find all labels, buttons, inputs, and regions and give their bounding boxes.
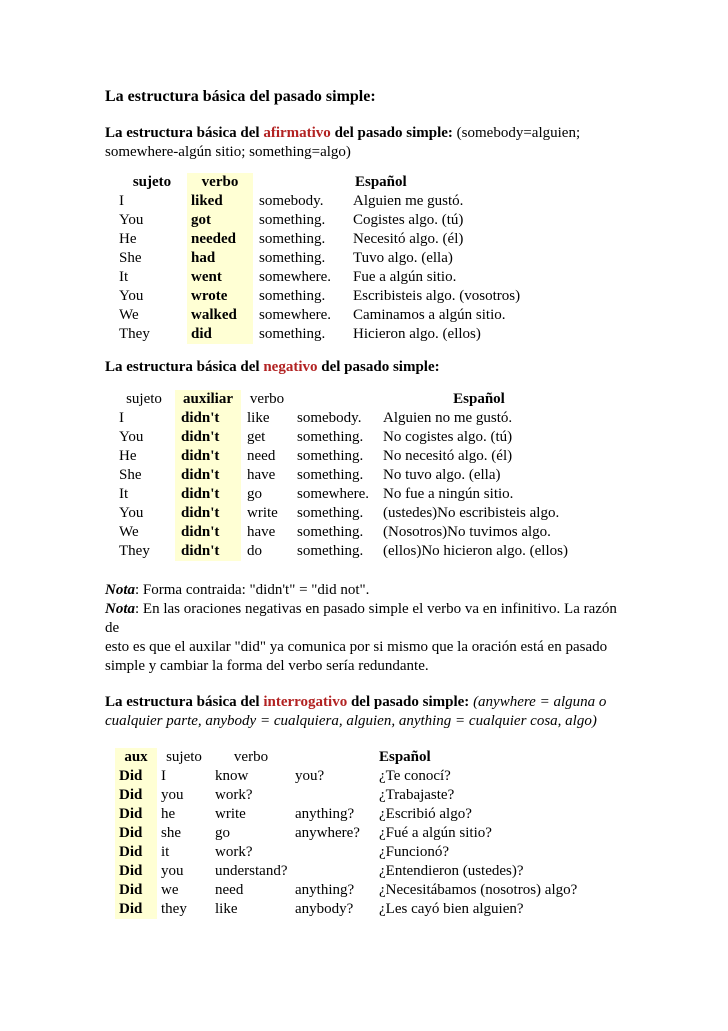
cell-verb: go	[215, 825, 230, 841]
cell-verb: need	[247, 448, 276, 464]
affirmative-title-note: (somebody=alguien;	[452, 125, 581, 141]
cell-spanish: No fue a ningún sitio.	[383, 486, 514, 502]
cell-spanish: Escribisteis algo. (vosotros)	[353, 288, 521, 304]
affirmative-title-suffix: del pasado simple:	[330, 125, 453, 141]
negative-title	[105, 358, 625, 377]
cell-aux: didn't	[175, 542, 241, 561]
table-row	[115, 881, 599, 900]
cell-spanish: Caminamos a algún sitio.	[353, 307, 506, 323]
table-row	[117, 325, 547, 344]
cell-complement	[291, 862, 379, 881]
cell-verb: liked	[187, 192, 253, 211]
note-2-text-1: : En las oraciones negativas en pasado simple el verbo va en infinitivo. La razón de	[105, 601, 617, 636]
cell-complement: something.	[297, 543, 364, 559]
cell-aux: Did	[115, 767, 157, 786]
table-row	[117, 249, 547, 268]
cell-subject: you	[161, 863, 184, 879]
cell-spanish: ¿Les cayó bien alguien?	[379, 901, 524, 917]
cell-spanish: Tuvo algo. (ella)	[353, 250, 453, 266]
cell-subject: we	[161, 882, 179, 898]
cell-spanish: Necesitó algo. (él)	[353, 231, 464, 247]
note-1	[105, 581, 625, 600]
note-label: Nota	[105, 601, 135, 617]
cell-subject: They	[119, 543, 150, 559]
cell-subject: he	[161, 806, 176, 822]
cell-spanish: Fue a algún sitio.	[353, 269, 457, 285]
cell-verb: write	[247, 505, 278, 521]
cell-spanish: ¿Te conocí?	[379, 768, 451, 784]
cell-verb: get	[247, 429, 266, 445]
cell-complement: something.	[259, 250, 326, 266]
header-verb: verbo	[187, 173, 253, 192]
cell-complement: anything?	[295, 806, 355, 822]
cell-complement: something.	[297, 524, 364, 540]
cell-subject: You	[119, 288, 144, 304]
cell-subject: He	[119, 448, 137, 464]
negative-keyword: negativo	[263, 359, 318, 375]
table-row	[115, 805, 599, 824]
header-empty	[293, 390, 379, 409]
cell-verb: understand?	[215, 863, 288, 879]
cell-complement: somewhere.	[297, 486, 370, 502]
cell-subject: We	[119, 524, 139, 540]
cell-aux: Did	[115, 824, 157, 843]
affirmative-title-prefix: La estructura básica del	[105, 125, 264, 141]
cell-complement	[291, 786, 379, 805]
note-2-text-3: simple y cambiar la forma del verbo sería redundante.	[105, 658, 429, 674]
cell-verb: like	[215, 901, 238, 917]
negative-table	[113, 390, 579, 561]
interrogative-table	[115, 748, 599, 919]
cell-verb: have	[247, 524, 276, 540]
note-1-text: : Forma contraida: "didn't" = "did not".	[135, 582, 370, 598]
cell-complement: something.	[259, 231, 326, 247]
cell-subject: I	[119, 193, 124, 209]
note-label: Nota	[105, 582, 135, 598]
cell-subject: You	[119, 212, 144, 228]
interrogative-title-suffix: del pasado simple:	[347, 694, 470, 710]
table-row	[117, 192, 547, 211]
cell-complement	[291, 843, 379, 862]
header-subject: sujeto	[126, 391, 162, 407]
cell-spanish: ¿Escribió algo?	[379, 806, 472, 822]
header-empty	[253, 173, 347, 192]
cell-aux: didn't	[175, 504, 241, 523]
table-row	[117, 306, 547, 325]
cell-aux: Did	[115, 862, 157, 881]
cell-subject: she	[161, 825, 181, 841]
cell-subject: She	[119, 467, 142, 483]
cell-complement: somebody.	[297, 410, 362, 426]
table-row	[117, 211, 547, 230]
cell-subject: I	[119, 410, 124, 426]
cell-verb: went	[187, 268, 253, 287]
cell-spanish: ¿Funcionó?	[379, 844, 449, 860]
cell-verb: write	[215, 806, 246, 822]
cell-complement: somewhere.	[259, 269, 332, 285]
cell-complement: something.	[259, 288, 326, 304]
table-row	[113, 447, 579, 466]
cell-subject: She	[119, 250, 142, 266]
cell-complement: something.	[297, 467, 364, 483]
cell-subject: you	[161, 787, 184, 803]
table-row	[115, 900, 599, 919]
interrogative-title-prefix: La estructura básica del	[105, 694, 264, 710]
table-row	[113, 504, 579, 523]
cell-spanish: No cogistes algo. (tú)	[383, 429, 513, 445]
table-row	[113, 542, 579, 561]
page-title: La estructura básica del pasado simple:	[105, 88, 376, 105]
table-header-row	[115, 748, 599, 767]
cell-verb: do	[247, 543, 262, 559]
cell-spanish: ¿Trabajaste?	[379, 787, 455, 803]
cell-subject: They	[119, 326, 150, 342]
table-row	[113, 428, 579, 447]
cell-complement: somebody.	[259, 193, 324, 209]
table-row	[115, 843, 599, 862]
note-2-text-2: esto es que el auxilar "did" ya comunica por si mismo que la oración está en pasado	[105, 639, 608, 655]
cell-verb: work?	[215, 844, 253, 860]
affirmative-title	[105, 124, 625, 162]
table-row	[113, 523, 579, 542]
cell-aux: didn't	[175, 428, 241, 447]
header-spanish: Español	[355, 174, 407, 190]
cell-aux: Did	[115, 881, 157, 900]
cell-verb: wrote	[187, 287, 253, 306]
affirmative-title-note-2: somewhere-algún sitio; something=algo)	[105, 144, 351, 160]
table-row	[113, 409, 579, 428]
interrogative-title-note-2: cualquier parte, anybody = cualquiera, alguien, anything = cualquier cosa, algo)	[105, 713, 597, 729]
cell-verb: know	[215, 768, 249, 784]
cell-complement: something.	[297, 429, 364, 445]
header-empty	[291, 748, 379, 767]
cell-spanish: ¿Entendieron (ustedes)?	[379, 863, 524, 879]
cell-subject: I	[161, 768, 166, 784]
cell-aux: didn't	[175, 466, 241, 485]
cell-spanish: ¿Necesitábamos (nosotros) algo?	[379, 882, 578, 898]
table-row	[115, 862, 599, 881]
cell-aux: didn't	[175, 523, 241, 542]
cell-spanish: Cogistes algo. (tú)	[353, 212, 464, 228]
interrogative-title-note: (anywhere = alguna o	[469, 694, 607, 710]
cell-complement: something.	[297, 505, 364, 521]
cell-aux: didn't	[175, 447, 241, 466]
table-header-row	[113, 390, 579, 409]
note-2	[105, 600, 625, 676]
cell-subject: it	[161, 844, 170, 860]
cell-verb: need	[215, 882, 244, 898]
cell-spanish: Alguien no me gustó.	[383, 410, 513, 426]
cell-verb: like	[247, 410, 270, 426]
cell-subject: they	[161, 901, 187, 917]
table-row	[113, 485, 579, 504]
cell-complement: something.	[259, 326, 326, 342]
table-header-row	[117, 173, 547, 192]
header-aux: auxiliar	[175, 390, 241, 409]
cell-spanish: No tuvo algo. (ella)	[383, 467, 501, 483]
cell-subject: You	[119, 505, 144, 521]
header-verb: verbo	[233, 749, 269, 765]
cell-aux: Did	[115, 786, 157, 805]
cell-subject: It	[119, 486, 129, 502]
cell-aux: Did	[115, 805, 157, 824]
header-spanish: Español	[379, 749, 431, 765]
cell-verb: needed	[187, 230, 253, 249]
cell-subject: It	[119, 269, 129, 285]
cell-complement: something.	[259, 212, 326, 228]
table-row	[115, 786, 599, 805]
cell-complement: anything?	[295, 882, 355, 898]
cell-aux: Did	[115, 900, 157, 919]
header-subject: sujeto	[132, 174, 172, 190]
table-row	[113, 466, 579, 485]
cell-aux: Did	[115, 843, 157, 862]
cell-spanish: No necesitó algo. (él)	[383, 448, 513, 464]
table-row	[117, 230, 547, 249]
cell-verb: go	[247, 486, 262, 502]
table-row	[115, 824, 599, 843]
cell-complement: something.	[297, 448, 364, 464]
table-row	[117, 268, 547, 287]
cell-spanish: Hicieron algo. (ellos)	[353, 326, 481, 342]
cell-verb: walked	[187, 306, 253, 325]
interrogative-keyword: interrogativo	[263, 694, 348, 710]
cell-verb: did	[187, 325, 253, 344]
cell-complement: you?	[295, 768, 325, 784]
cell-subject: He	[119, 231, 137, 247]
cell-complement: somewhere.	[259, 307, 332, 323]
cell-aux: didn't	[175, 409, 241, 428]
cell-spanish: Alguien me gustó.	[353, 193, 464, 209]
header-subject: sujeto	[166, 749, 202, 765]
affirmative-keyword: afirmativo	[263, 125, 331, 141]
table-row	[117, 287, 547, 306]
document-page	[105, 88, 625, 919]
cell-subject: You	[119, 429, 144, 445]
cell-complement: anywhere?	[295, 825, 360, 841]
cell-verb: had	[187, 249, 253, 268]
cell-verb: have	[247, 467, 276, 483]
cell-spanish: ¿Fué a algún sitio?	[379, 825, 492, 841]
cell-verb: work?	[215, 787, 253, 803]
table-row	[115, 767, 599, 786]
cell-aux: didn't	[175, 485, 241, 504]
negative-title-suffix: del pasado simple:	[317, 359, 440, 375]
interrogative-title	[105, 693, 625, 731]
cell-spanish: (ustedes)No escribisteis algo.	[383, 505, 560, 521]
header-aux: aux	[115, 748, 157, 767]
cell-spanish: (Nosotros)No tuvimos algo.	[383, 524, 551, 540]
cell-verb: got	[187, 211, 253, 230]
header-verb: verbo	[249, 391, 285, 407]
cell-complement: anybody?	[295, 901, 354, 917]
negative-title-prefix: La estructura básica del	[105, 359, 264, 375]
header-spanish: Español	[453, 391, 505, 407]
cell-subject: We	[119, 307, 139, 323]
cell-spanish: (ellos)No hicieron algo. (ellos)	[383, 543, 568, 559]
affirmative-table	[117, 173, 547, 344]
